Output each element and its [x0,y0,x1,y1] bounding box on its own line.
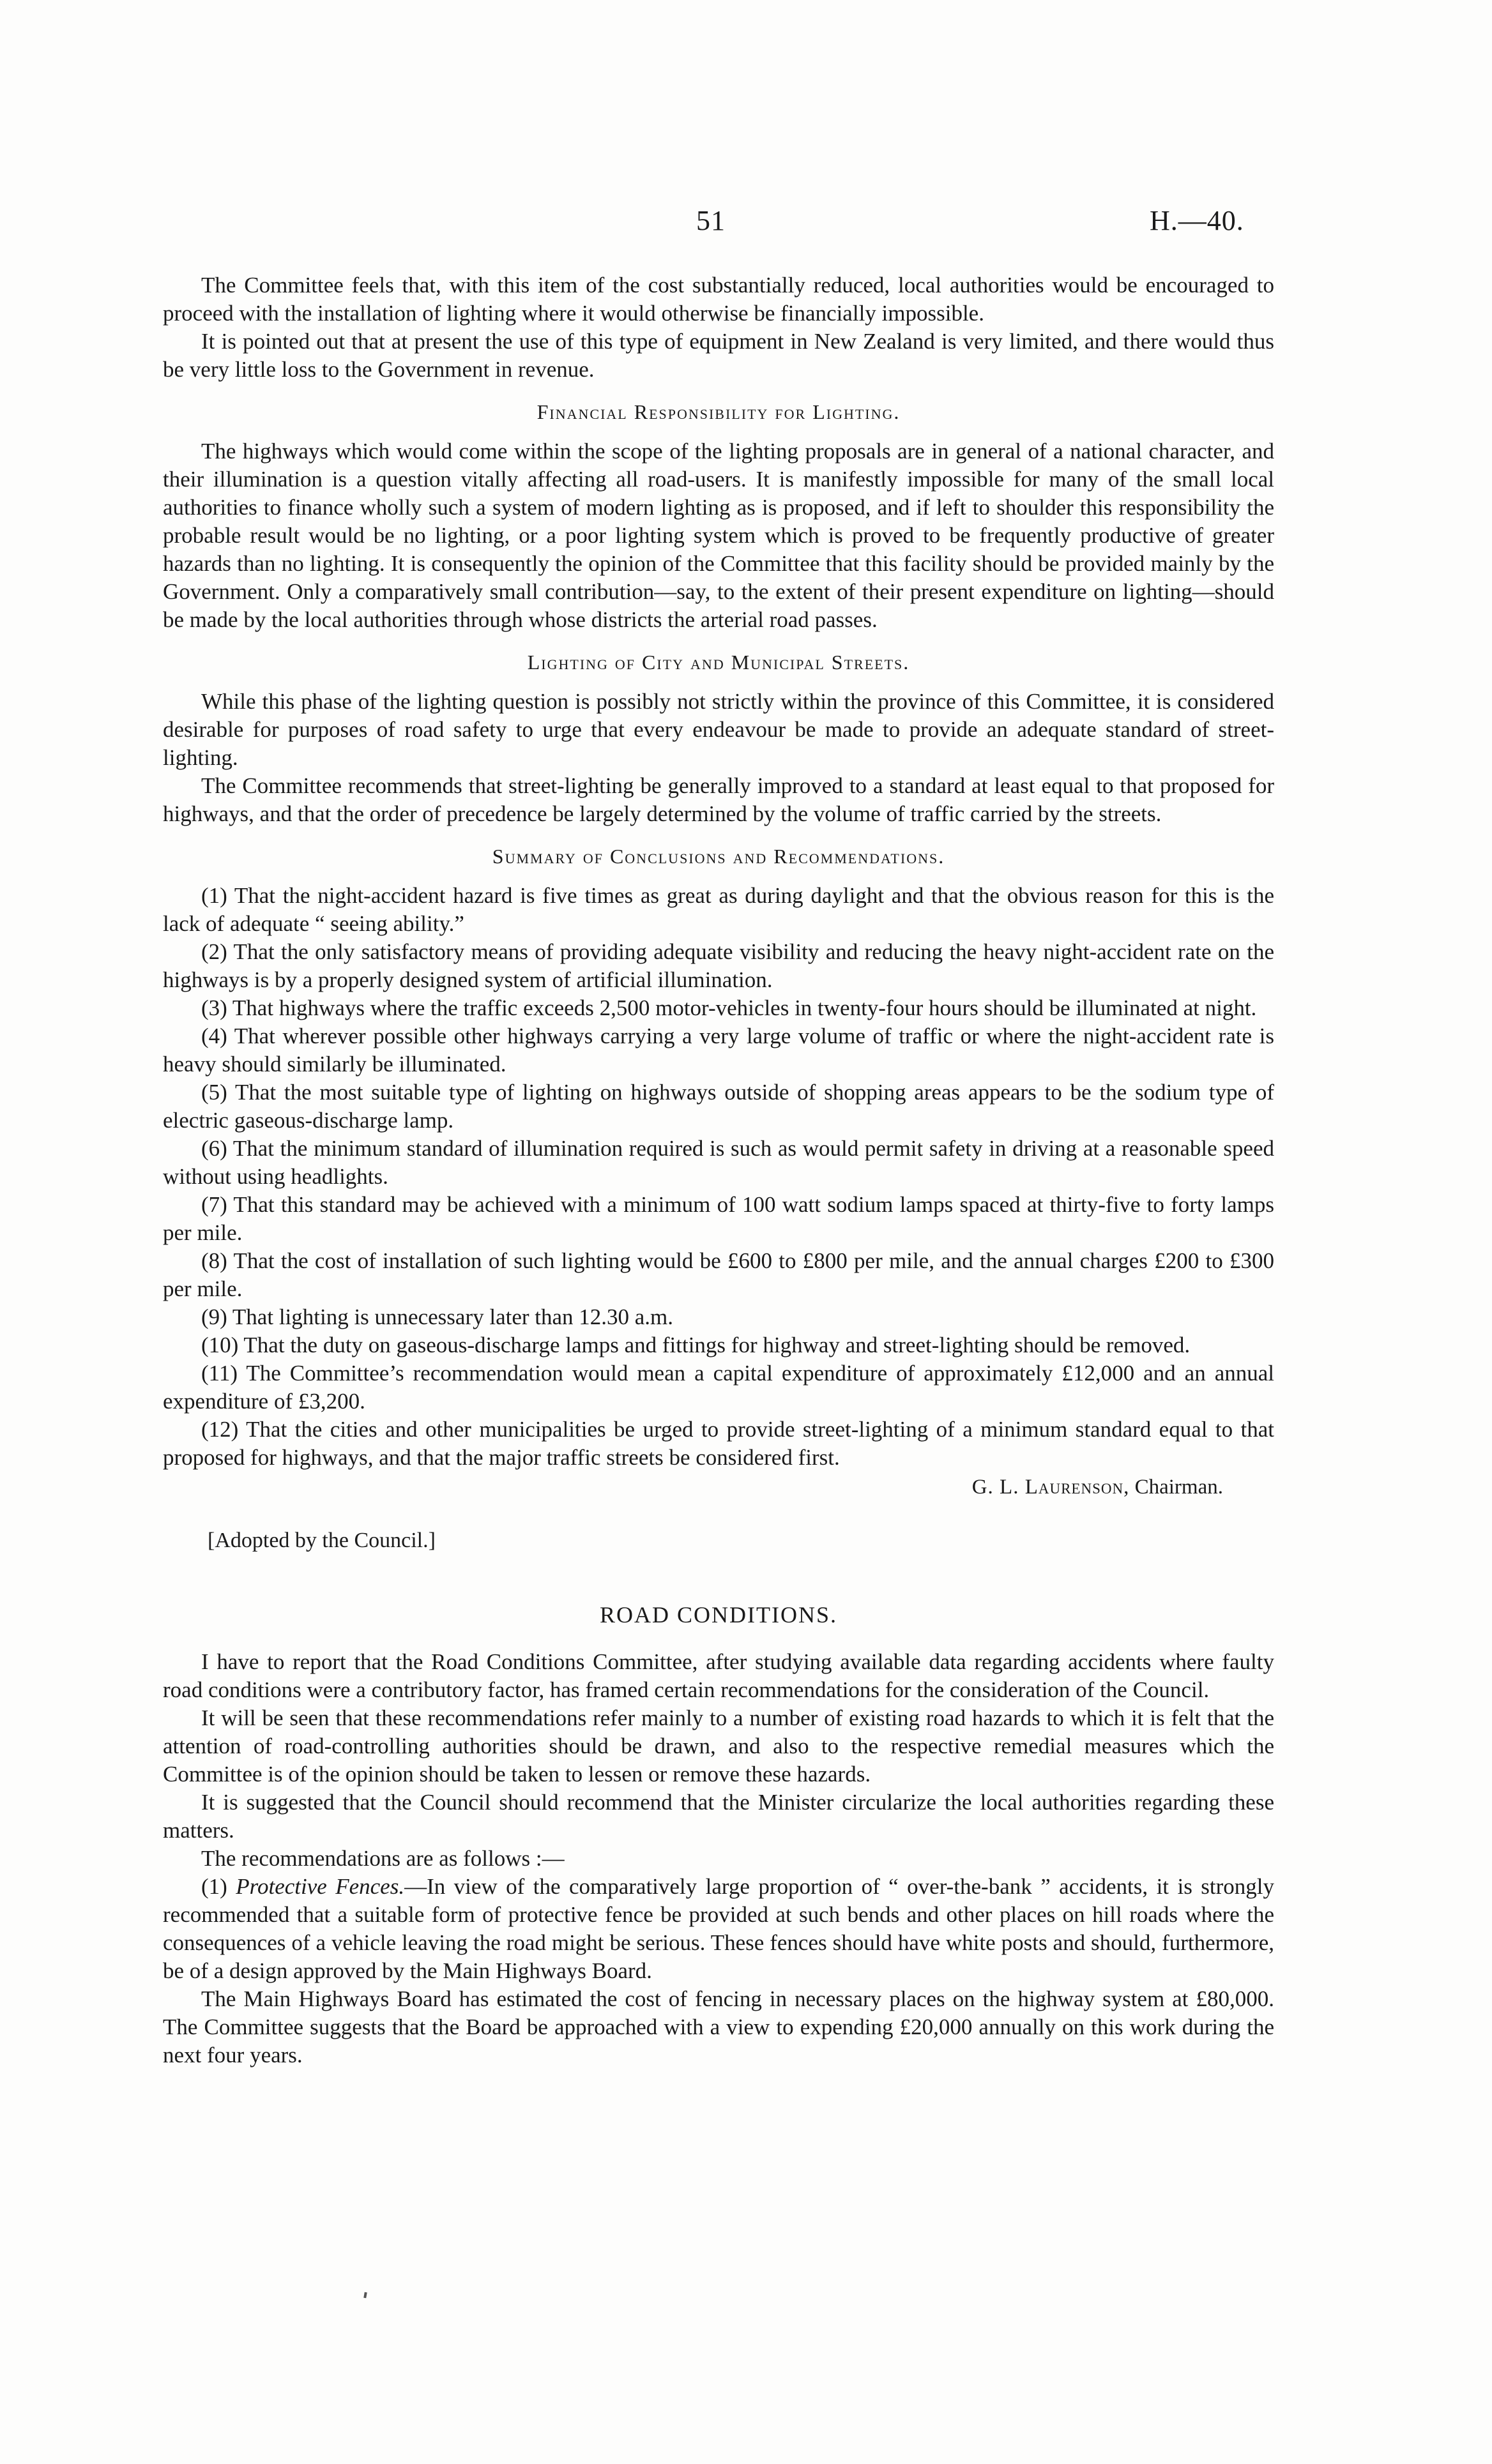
road-conditions-paragraph: It is suggested that the Council should recommend that the Minister circularize the local authorities regarding these matters. [163,1790,1274,1843]
recommendation-item: (2) That the only satisfactory means of providing adequate visibility and reducing the heavy night-accident rate on the highways is by a properly designed system of artificial illumination. [163,939,1274,992]
adopted-note: [Adopted by the Council.] [208,1529,436,1552]
recommendation-item: (12) That the cities and other municipalities be urged to provide street-lighting of a minimum standard equal to that proposed for highways, and that the major traffic streets be considered first. [163,1417,1274,1470]
page-number: 51 [696,205,726,236]
road-conditions-paragraph: The recommendations are as follows :— [201,1846,565,1871]
recommendation-item: (1) That the night-accident hazard is five times as great as during daylight and that the obvious reason for this is the lack of adequate “ seeing ability.” [163,883,1274,936]
recommendations-list [163,882,1274,1472]
scan-speck [363,2292,367,2299]
recommendation-item: (3) That highways where the traffic exceeds 2,500 motor-vehicles in twenty-four hours should be illuminated at night. [201,995,1257,1020]
page-header [0,204,1492,243]
financial-paragraph: The highways which would come within the scope of the lighting proposals are in general of a national character, and their illumination is a question vitally affecting all road-users. It is manifestly impossible for many of the small local authorities to finance wholly such a system of modern lighting as is proposed, and if left to shoulder this responsibility the probable result would be no lighting, or a poor lighting system which is proved to be frequently productive of greater hazards than no lighting. It is consequently the opinion of the Committee that this facility should be provided mainly by the Government. Only a comparatively small contribution—say, to the extent of their present expenditure on lighting—should be made by the local authorities through whose districts the arterial road passes. [163,439,1274,632]
recommendation-item: (6) That the minimum standard of illumination required is such as would permit safety in driving at a reasonable speed without using headlights. [163,1136,1274,1189]
recommendation-item: (11) The Committee’s recommendation would mean a capital expenditure of approximately £12,000 and an annual expenditure of £3,200. [163,1361,1274,1414]
document-reference: H.—40. [1150,205,1244,236]
summary-heading: Summary of Conclusions and Recommendations. [492,845,945,868]
recommendation-item: (5) That the most suitable type of lighting on highways outside of shopping areas appears to be the sodium type of electric gaseous-discharge lamp. [163,1080,1274,1133]
recommendation-item: (8) That the cost of installation of such lighting would be £600 to £800 per mile, and the annual charges £200 to £300 per mile. [163,1248,1274,1301]
intro-paragraph: The Committee feels that, with this item of the cost substantially reduced, local authorities would be encouraged to proceed with the installation of lighting where it would otherwise be financially impossible. [163,273,1274,326]
city-streets-heading: Lighting of City and Municipal Streets. [527,651,910,674]
road-conditions-title: ROAD CONDITIONS. [600,1602,837,1628]
recommendation-item: (9) That lighting is unnecessary later than 12.30 a.m. [201,1304,674,1329]
recommendation-item: (4) That wherever possible other highways carrying a very large volume of traffic or where the night-accident rate is heavy should similarly be illuminated. [163,1024,1274,1077]
financial-responsibility-heading: Financial Responsibility for Lighting. [537,400,901,423]
protective-fences-paragraph [163,1873,1274,1985]
intro-paragraph: It is pointed out that at present the use of this type of equipment in New Zealand is very limited, and there would thus be very little loss to the Government in revenue. [163,329,1274,382]
signature-name: G. L. Laurenson, [971,1476,1130,1499]
city-streets-paragraph: The Committee recommends that street-lighting be generally improved to a standard at least equal to that proposed for highways, and that the order of precedence be largely determined by the volume of traffic carried by the streets. [163,773,1274,826]
protective-fences-title: Protective Fences. [236,1874,405,1899]
fencing-cost-paragraph: The Main Highways Board has estimated the cost of fencing in necessary places on the highway system at £80,000. The Committee suggests that the Board be approached with a view to expending £20,000 annually on this work during the next four years. [163,1986,1274,2067]
signature-title: Chairman. [1129,1476,1223,1499]
protective-fences-number: (1) [201,1874,236,1899]
protective-fences-text: —In view of the comparatively large proportion of “ over-the-bank ” accidents, it is strongly recommended that a suitable form of protective fence be provided at such bends and other places on hill roads where the consequences of a vehicle leaving the road might be serious. These fences should have white posts and should, furthermore, be of a design approved by the Main Highways Board. [163,1874,1274,1983]
recommendation-item: (10) That the duty on gaseous-discharge lamps and fittings for highway and street-lighting should be removed. [201,1333,1191,1357]
road-conditions-paragraph: I have to report that the Road Conditions Committee, after studying available data regarding accidents where faulty road conditions were a contributory factor, has framed certain recommendations for the consideration of the Council. [163,1649,1274,1702]
road-conditions-paragraph: It will be seen that these recommendations refer mainly to a number of existing road hazards to which it is felt that the attention of road-controlling authorities should be drawn, and also to the respective remedial measures which the Committee is of the opinion should be taken to lessen or remove these hazards. [163,1705,1274,1787]
recommendation-item: (7) That this standard may be achieved with a minimum of 100 watt sodium lamps spaced at thirty-five to forty lamps per mile. [163,1192,1274,1245]
city-streets-paragraph: While this phase of the lighting question is possibly not strictly within the province of this Committee, it is considered desirable for purposes of road safety to urge that every endeavour be made to provide an adequate standard of street-lighting. [163,689,1274,770]
chairman-signature [163,1473,1223,1501]
document-body [163,271,1274,2069]
